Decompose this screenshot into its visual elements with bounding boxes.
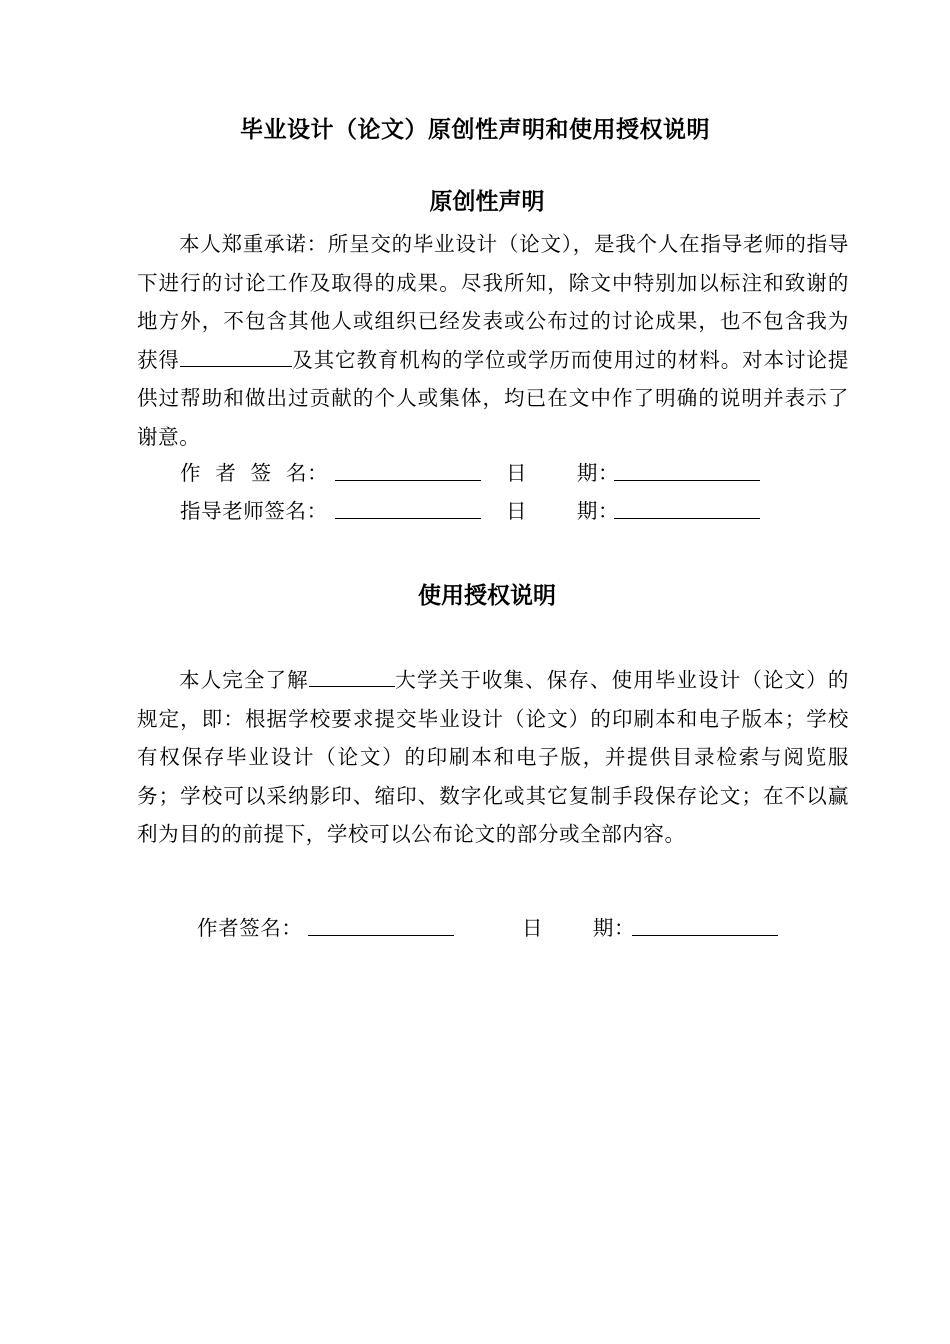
author-date-field[interactable] <box>614 458 760 481</box>
authorization-date-label: 日 期： <box>522 916 636 940</box>
authorization-text-part2: 大学关于收集、保存、使用毕业设计（论文）的规定，即：根据学校要求提交毕业设计（论文）的印刷本和电子版本；学校有权保存毕业设计（论文）的印刷本和电子版，并提供目录检索与阅览服务；学校可以采纳影印、缩印、数字化或其它复制手段保存论文；在不以赢利为目的的前提下，学校可以公布论文的部分或全部内容。 <box>137 668 849 846</box>
institution-blank[interactable] <box>180 346 292 367</box>
authorization-date-field[interactable] <box>632 913 778 936</box>
originality-heading: 原创性声明 <box>429 188 545 215</box>
originality-text-part1: 本人郑重承诺：所呈交的毕业设计（论文），是我个人在指导老师的指导下进行的讨论工作及取得的成果。尽我所知，除文中特别加以标注和致谢的地方外，不包含其他人或组织已经发表或公布过的讨论成果，也不包含我为获得 <box>137 232 849 372</box>
advisor-signature-field[interactable] <box>335 496 481 519</box>
authorization-signature-label: 作者签名： <box>197 916 303 940</box>
author-date-label: 日 期： <box>506 461 620 485</box>
authorization-text-part1: 本人完全了解 <box>179 668 309 692</box>
authorization-paragraph <box>137 661 849 854</box>
university-blank[interactable] <box>309 666 395 687</box>
advisor-signature-label: 指导老师签名： <box>180 499 328 523</box>
author-signature-field[interactable] <box>335 458 481 481</box>
authorization-heading: 使用授权说明 <box>418 582 556 609</box>
author-signature-label: 作 者 签 名： <box>180 461 329 485</box>
advisor-date-field[interactable] <box>614 496 760 519</box>
document-title: 毕业设计（论文）原创性声明和使用授权说明 <box>240 116 710 143</box>
authorization-signature-field[interactable] <box>308 913 454 936</box>
originality-text-part2: 及其它教育机构的学位或学历而使用过的材料。对本讨论提供过帮助和做出过贡献的个人或集体，均已在文中作了明确的说明并表示了谢意。 <box>137 347 849 449</box>
advisor-date-label: 日 期： <box>506 499 620 523</box>
originality-paragraph <box>137 225 849 456</box>
